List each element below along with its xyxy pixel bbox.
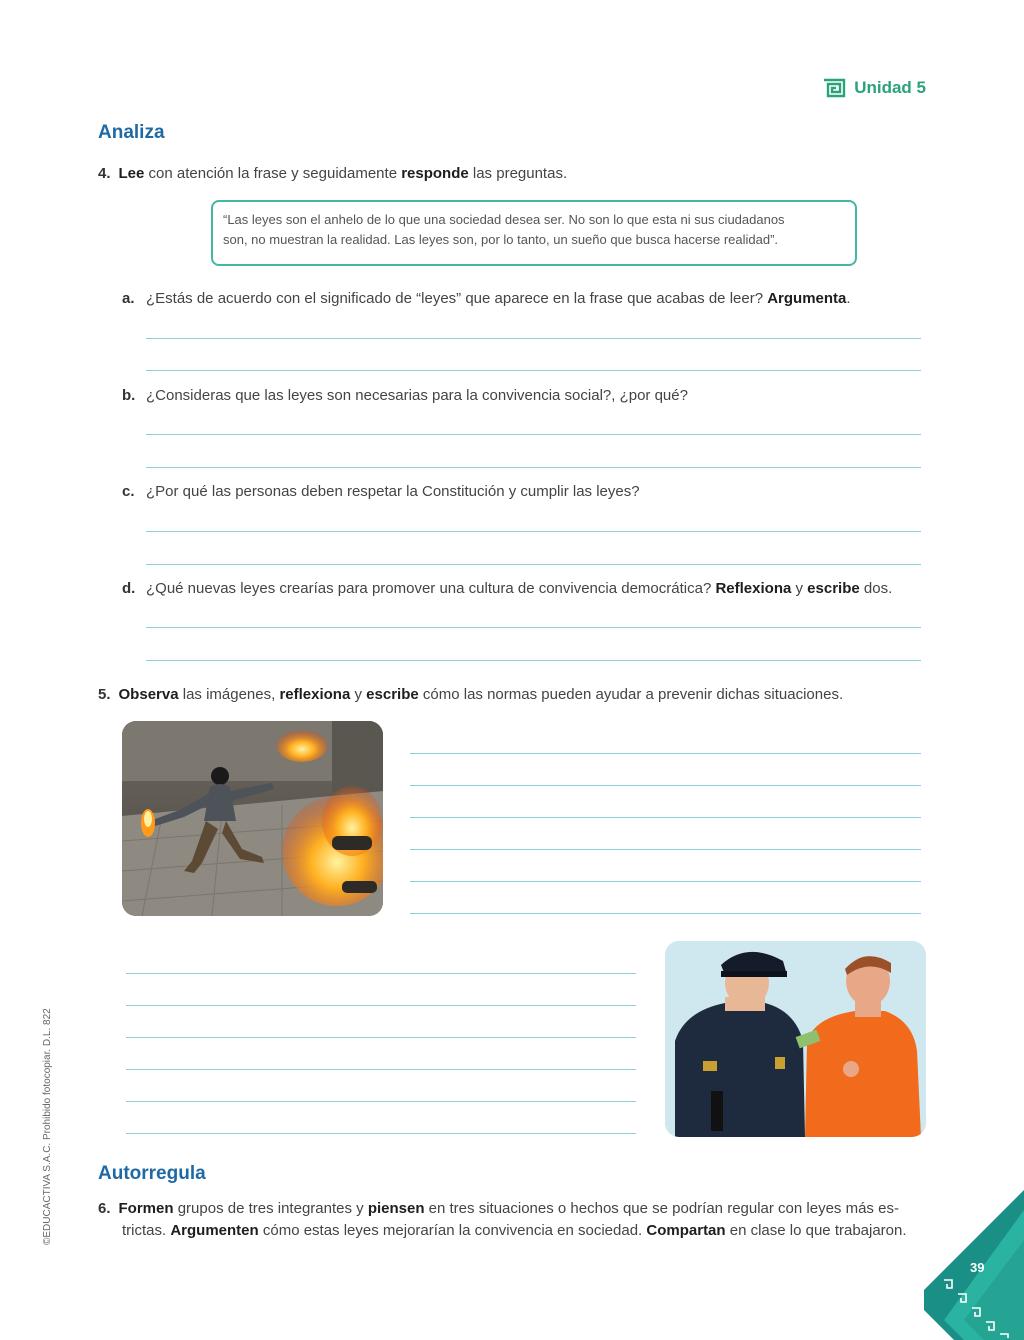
question-letter: d.: [122, 580, 136, 597]
quote-line: “Las leyes son el anhelo de lo que una sociedad desea ser. No son lo que esta ni sus ciudadanos: [223, 212, 785, 227]
question-c: [122, 481, 640, 503]
question-text: cómo estas leyes mejorarían la convivencia en sociedad.: [258, 1222, 647, 1239]
answer-line[interactable]: [410, 785, 921, 786]
question-a: [122, 288, 851, 310]
answer-line[interactable]: [126, 1101, 636, 1102]
unit-header: [822, 78, 926, 98]
question-text: cómo las normas pueden ayudar a prevenir dichas situaciones.: [418, 686, 844, 703]
answer-line[interactable]: [126, 973, 636, 974]
question-text: y: [350, 686, 367, 703]
question-6: [98, 1198, 928, 1242]
keyword: reflexiona: [279, 686, 351, 703]
answer-line[interactable]: [146, 467, 921, 468]
quote-box: [211, 200, 857, 266]
answer-line[interactable]: [146, 627, 921, 628]
answer-line[interactable]: [146, 370, 921, 371]
keyword: Formen: [118, 1200, 174, 1217]
question-text: ¿Estás de acuerdo con el significado de “leyes” que aparece en la frase que acabas de leer?: [146, 290, 768, 307]
keyword: escribe: [807, 580, 860, 597]
section-title-autorregula: Autorregula: [98, 1163, 206, 1184]
section-title-analiza: Analiza: [98, 122, 165, 143]
answer-line[interactable]: [410, 881, 921, 882]
question-letter: a.: [122, 290, 135, 307]
keyword: piensen: [367, 1200, 425, 1217]
answer-line[interactable]: [146, 564, 921, 565]
riot-illustration: [122, 721, 383, 916]
question-text: ¿Por qué las personas deben respetar la Constitución y cumplir las leyes?: [146, 483, 640, 500]
answer-line[interactable]: [410, 913, 921, 914]
keyword: Observa: [118, 686, 179, 703]
answer-line[interactable]: [126, 1005, 636, 1006]
page-number: 39: [970, 1260, 985, 1275]
question-number: 4.: [98, 165, 111, 182]
question-letter: c.: [122, 483, 135, 500]
question-text: las preguntas.: [468, 165, 568, 182]
answer-line[interactable]: [146, 338, 921, 339]
riot-photo: [122, 721, 383, 916]
answer-line[interactable]: [410, 753, 921, 754]
copyright-notice: ©EDUCACTIVA S.A.C. Prohibido fotocopiar. D.L. 822: [42, 1008, 53, 1245]
question-d: [122, 578, 892, 600]
question-text: dos.: [859, 580, 893, 597]
answer-line[interactable]: [126, 1069, 636, 1070]
question-text: ¿Qué nuevas leyes crearías para promover una cultura de convivencia democrática?: [146, 580, 716, 597]
question-text: en clase lo que trabajaron.: [725, 1222, 907, 1239]
question-5: [98, 684, 843, 706]
question-text: .: [846, 290, 851, 307]
question-b: [122, 385, 688, 407]
quote-line: son, no muestran la realidad. Las leyes son, por lo tanto, un sueño que busca hacerse realidad”.: [223, 232, 779, 247]
answer-line[interactable]: [146, 660, 921, 661]
answer-line[interactable]: [410, 849, 921, 850]
question-letter: b.: [122, 387, 136, 404]
question-4: [98, 163, 567, 185]
keyword: Argumenta: [767, 290, 847, 307]
question-text: grupos de tres integrantes y: [173, 1200, 368, 1217]
question-text: ¿Consideras que las leyes son necesarias para la convivencia social?, ¿por qué?: [146, 387, 688, 404]
answer-line[interactable]: [126, 1133, 636, 1134]
keyword: Lee: [118, 165, 145, 182]
answer-line[interactable]: [146, 531, 921, 532]
answer-line[interactable]: [146, 434, 921, 435]
unit-label: Unidad 5: [854, 78, 926, 97]
question-text: trictas.: [122, 1222, 171, 1239]
police-bribe-photo: [665, 941, 926, 1137]
maze-icon: [822, 78, 846, 98]
question-text: en tres situaciones o hechos que se podrían regular con leyes más es-: [424, 1200, 899, 1217]
police-illustration: [665, 941, 926, 1137]
question-number: 6.: [98, 1200, 111, 1217]
keyword: escribe: [366, 686, 419, 703]
keyword: Argumenten: [170, 1222, 259, 1239]
question-text: con atención la frase y seguidamente: [144, 165, 402, 182]
question-number: 5.: [98, 686, 111, 703]
keyword: Reflexiona: [715, 580, 792, 597]
keyword: responde: [401, 165, 469, 182]
question-text: las imágenes,: [178, 686, 280, 703]
question-text: y: [791, 580, 808, 597]
answer-line[interactable]: [410, 817, 921, 818]
keyword: Compartan: [646, 1222, 726, 1239]
answer-line[interactable]: [126, 1037, 636, 1038]
